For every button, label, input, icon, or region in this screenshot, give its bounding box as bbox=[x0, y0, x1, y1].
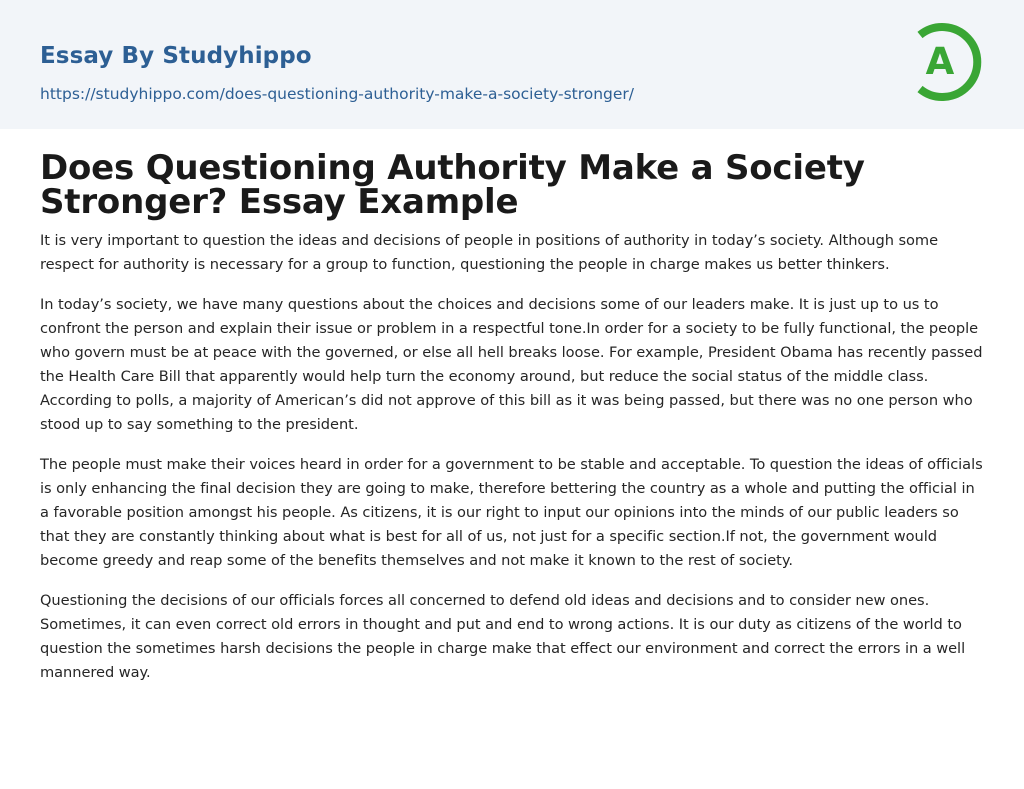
logo-letter: A bbox=[925, 40, 955, 83]
article-content bbox=[40, 129, 984, 685]
essay-paragraph-4: Questioning the decisions of our officials forces all concerned to defend old ideas and decisions and to consider new ones. Sometimes, it can even correct old errors in thought and put and end to wrong actions. It is our duty as citizens of the world to question the sometimes harsh decisions the people in charge make that effect our environment and correct the errors in a well mannered way. bbox=[40, 592, 966, 681]
site-header bbox=[0, 0, 1024, 129]
essay-title-line-2: Stronger? Essay Example bbox=[40, 182, 519, 222]
essay-title-line-1: Does Questioning Authority Make a Society bbox=[40, 148, 865, 188]
studyhippo-logo-icon[interactable] bbox=[909, 17, 989, 107]
essay-paragraph-2: In today’s society, we have many questions about the choices and decisions some of our leaders make. It is just up to us to confront the person and explain their issue or problem in a respectful tone.In order for a society to be fully functional, the people who govern must be at peace with the governed, or else all hell breaks loose. For example, President Obama has recently passed the Health Care Bill that apparently would help turn the economy around, but reduce the social status of the middle class. According to polls, a majority of American’s did not approve of this bill as it was being passed, but there was no one person who stood up to say something to the president. bbox=[40, 296, 983, 433]
essay-paragraph-1: It is very important to question the ideas and decisions of people in positions of authority in today’s society. Although some respect for authority is necessary for a group to function, questioning the people in charge makes us better thinkers. bbox=[40, 232, 939, 273]
source-url-link[interactable]: https://studyhippo.com/does-questioning-authority-make-a-society-stronger/ bbox=[40, 85, 635, 103]
essay-title bbox=[40, 148, 984, 222]
brand-title[interactable]: Essay By Studyhippo bbox=[40, 43, 312, 69]
essay-paragraph-3: The people must make their voices heard in order for a government to be stable and acceptable. To question the ideas of officials is only enhancing the final decision they are going to make, therefore bettering the country as a whole and putting the official in a favorable position amongst his people. As citizens, it is our right to input our opinions into the minds of our public leaders so that they are constantly thinking about what is best for all of us, not just for a specific section.If not, the government would become greedy and reap some of the benefits themselves and not make it known to the rest of society. bbox=[40, 456, 983, 569]
